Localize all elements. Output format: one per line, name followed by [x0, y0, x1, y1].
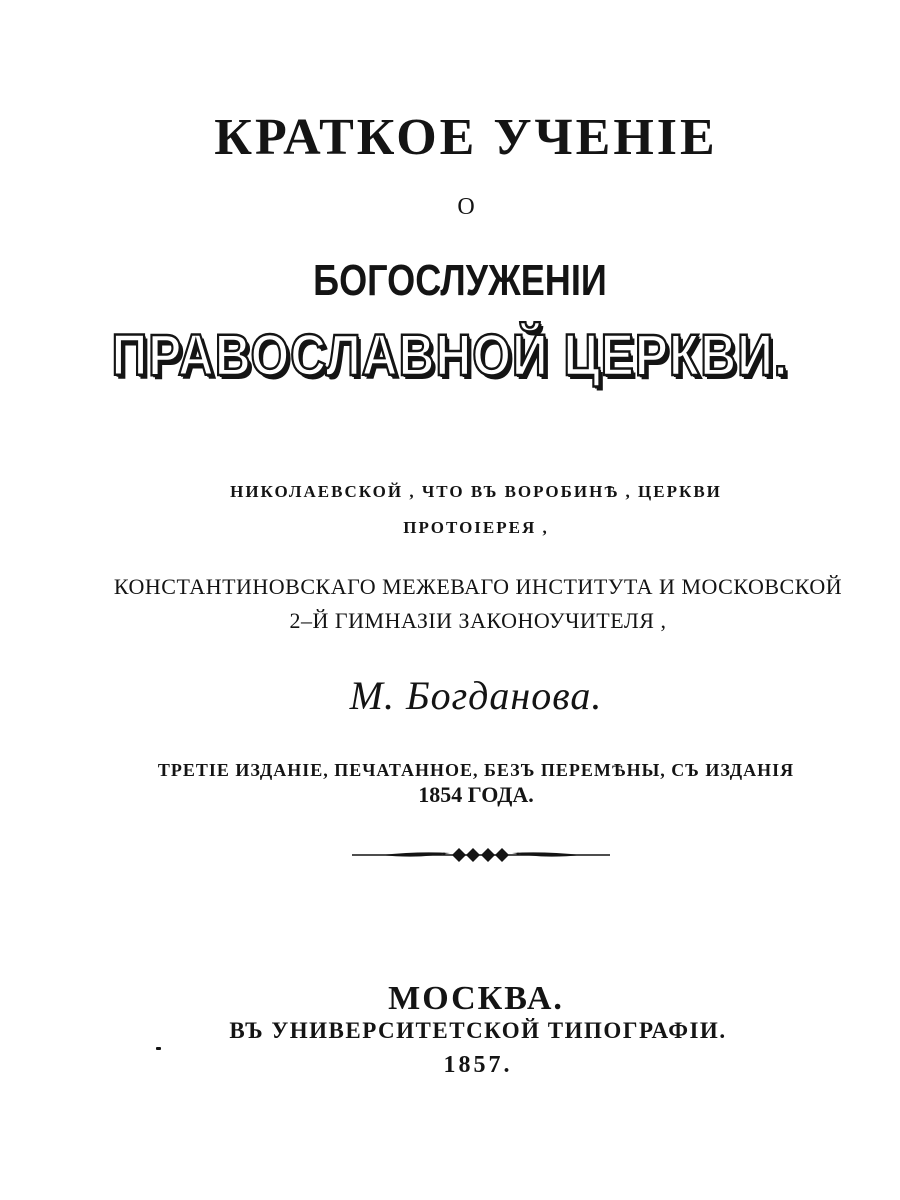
imprint-city: МОСКВА.: [388, 980, 564, 1017]
author-institute-line: КОНСТАНТИНОВСКАГО МЕЖЕВАГО ИНСТИТУТА И МОСКОВСКОЙ: [113, 574, 843, 599]
author-gymnasium-line: 2–Й ГИМНАЗІИ ЗАКОНОУЧИТЕЛЯ ,: [289, 608, 667, 633]
author-church-line: НИКОЛАЕВСКОЙ , ЧТО ВЪ ВОРОБИНѢ , ЦЕРКВИ: [230, 482, 722, 501]
imprint-year: 1857.: [443, 1052, 513, 1078]
title-line-1: КРАТКОЕ УЧЕНІЕ: [214, 109, 718, 166]
title-line-2: О: [457, 194, 475, 220]
imprint-press: ВЪ УНИВЕРСИТЕТСКОЙ ТИПОГРАФІИ.: [229, 1018, 727, 1043]
edition-note-line-1: ТРЕТІЕ ИЗДАНІЕ, ПЕЧАТАННОЕ, БЕЗЪ ПЕРЕМѢНЫ, СЪ ИЗДАНІЯ: [157, 760, 795, 780]
ornamental-rule-icon: [350, 842, 612, 868]
author-rank-line: ПРОТОІЕРЕЯ ,: [403, 518, 549, 537]
title-line-4: ПРАВОСЛАВНОЙ ЦЕРКВИ.: [111, 323, 789, 388]
author-name: М. Богданова.: [349, 673, 603, 718]
title-line-3: БОГОСЛУЖЕНІИ: [313, 256, 607, 305]
edition-note-line-2: 1854 ГОДА.: [418, 782, 534, 807]
ink-speck: [156, 1047, 161, 1050]
